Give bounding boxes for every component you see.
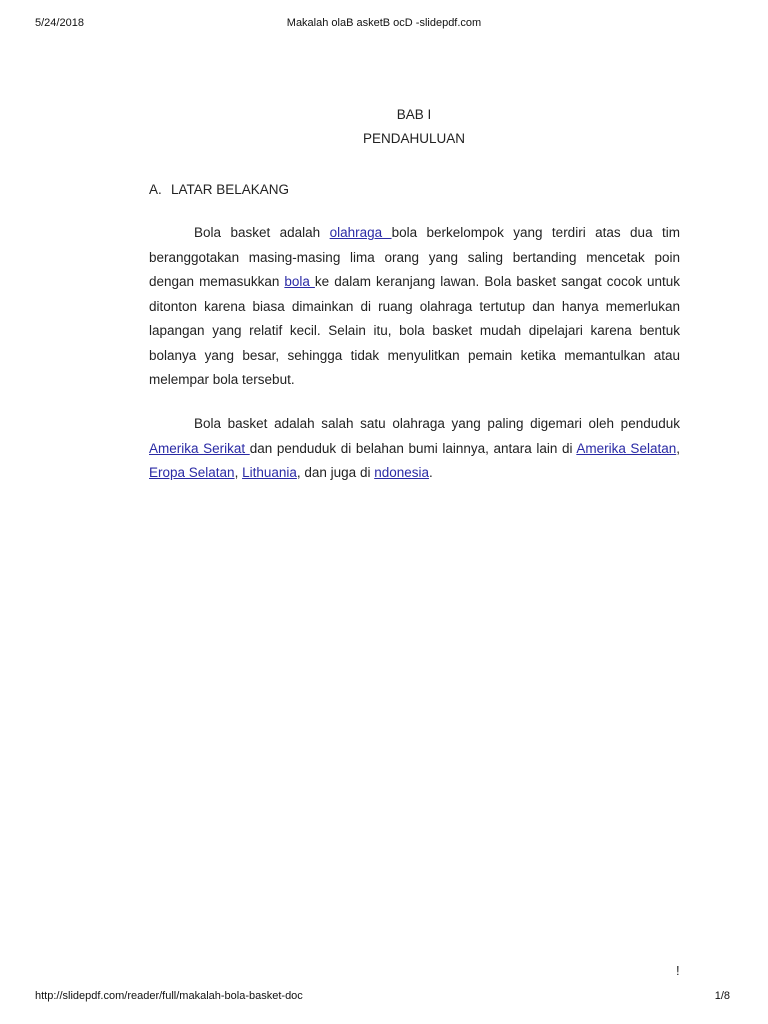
- stray-mark: !: [676, 963, 680, 978]
- link-bola[interactable]: bola: [284, 274, 315, 289]
- link-lithuania[interactable]: Lithuania: [242, 465, 297, 480]
- print-header-date: 5/24/2018: [35, 17, 84, 29]
- paragraph-text: .: [429, 465, 433, 480]
- paragraph-text: ke dalam keranjang lawan. Bola basket sangat cocok untuk ditonton karena biasa dimainkan di ruang olahraga tertutup dan hanya memerlukan lapangan yang relatif kecil. Selain itu, bola basket mudah dipelajari karena bentuk bolanya yang besar, sehingga tidak menyulitkan pemain ketika memantulkan atau melempar bola tersebut.: [149, 274, 681, 387]
- section-letter: A.: [149, 182, 162, 197]
- paragraph-basketball-definition: [149, 221, 680, 393]
- link-amerika-selatan[interactable]: Amerika Selatan: [576, 440, 677, 456]
- print-footer-page-number: 1/8: [714, 990, 730, 1002]
- print-header-title: Makalah olaB asketB ocD -slidepdf.com: [286, 17, 482, 29]
- paragraph-text: Bola basket adalah salah satu olahraga yang paling digemari oleh penduduk: [194, 416, 680, 431]
- section-heading: [149, 182, 289, 197]
- section-title: LATAR BELAKANG: [171, 182, 290, 197]
- chapter-number: BAB I: [396, 107, 432, 122]
- paragraph-text: bola berkelompok yang terdiri atas dua tim beranggotakan masing-masing lima orang yang saling bertanding mencetak poin dengan memasukkan: [149, 225, 680, 289]
- link-indonesia[interactable]: ndonesia: [374, 465, 430, 480]
- paragraph-text: ,: [676, 440, 680, 456]
- link-eropa-selatan[interactable]: Eropa Selatan: [149, 465, 235, 480]
- paragraph-basketball-popularity: [149, 412, 680, 486]
- paragraph-text: Bola basket adalah: [194, 225, 330, 240]
- paragraph-text: ,: [234, 465, 243, 480]
- link-amerika-serikat[interactable]: Amerika Serikat: [149, 440, 250, 456]
- chapter-title: PENDAHULUAN: [362, 131, 466, 146]
- print-footer-url: http://slidepdf.com/reader/full/makalah-bola-basket-doc: [35, 990, 303, 1002]
- link-olahraga[interactable]: olahraga: [329, 225, 392, 240]
- paragraph-text: , dan juga di: [296, 465, 375, 480]
- paragraph-text: dan penduduk di belahan bumi lainnya, antara lain di: [249, 440, 577, 456]
